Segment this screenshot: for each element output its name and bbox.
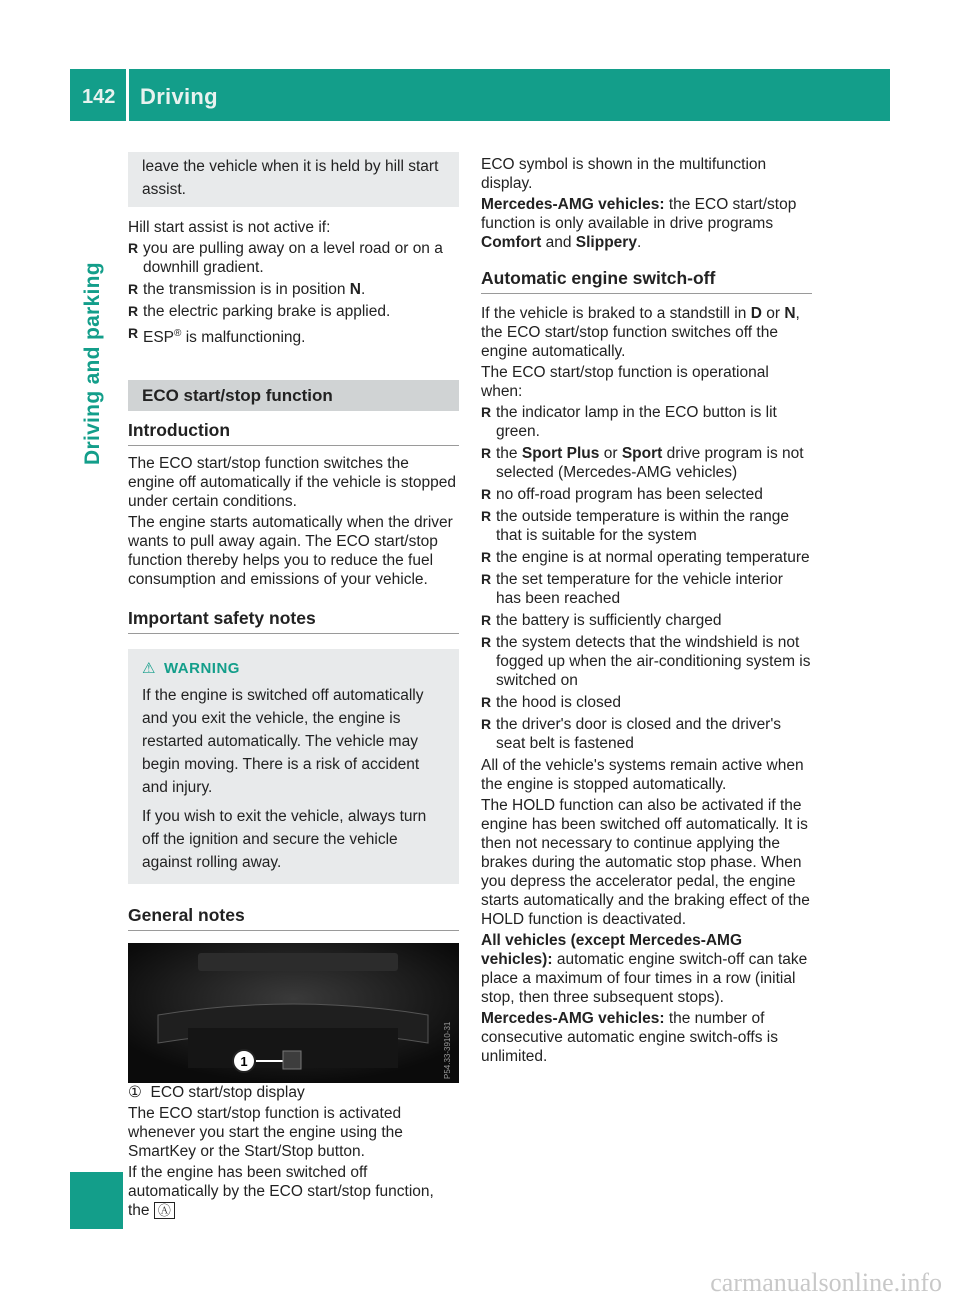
hill-start-note-box xyxy=(128,152,459,207)
page-number: 142 xyxy=(82,86,116,108)
bullet-icon: R xyxy=(481,716,492,732)
eco-display-figure xyxy=(128,943,459,1083)
all-vehicles-paragraph: All vehicles (except Mercedes-AMG vehicles): automatic engine switch-off can take place a maximum of four times in a row (initial stop, then three subsequent stops). xyxy=(481,932,808,1006)
warning-box xyxy=(128,649,459,884)
amg-switchoff-paragraph: Mercedes-AMG vehicles: the number of consecutive automatic engine switch-offs is unlimited. xyxy=(481,1010,778,1065)
figure-code: P54.33-3910-31 xyxy=(443,1021,452,1080)
eco-symbol-continuation: ECO symbol is shown in the multifunction display. xyxy=(481,156,767,192)
bullet-icon: R xyxy=(481,571,492,587)
bullet-icon: R xyxy=(481,634,492,650)
intro-paragraph-1: The ECO start/stop function switches the engine off automatically if the vehicle is stopped under certain conditions. xyxy=(128,455,456,511)
bullet-icon: R xyxy=(481,694,492,710)
list-item: R the transmission is in position N. xyxy=(128,281,366,298)
introduction-heading: Introduction xyxy=(128,421,459,446)
bullet-icon: R xyxy=(128,281,139,297)
eco-indicator-icon xyxy=(283,1051,301,1069)
list-item: R the hood is closed xyxy=(481,694,621,711)
safety-heading: Important safety notes xyxy=(128,609,459,634)
header-separator xyxy=(126,69,129,121)
systems-active-paragraph: All of the vehicle's systems remain active when the engine is stopped automatically. xyxy=(481,757,804,793)
left-column xyxy=(128,152,459,1222)
section-title-bar xyxy=(128,380,459,411)
warning-paragraph-2: If you wish to exit the vehicle, always turn off the ignition and secure the vehicle against rolling away. xyxy=(142,808,427,872)
chapter-title: Driving xyxy=(140,84,218,109)
auto-paragraph-1: If the vehicle is braked to a standstill in D or N, the ECO start/stop function switches off the engine automatically. xyxy=(481,305,800,360)
figure-callout-number: 1 xyxy=(240,1054,248,1070)
eco-display-illustration xyxy=(128,943,459,1083)
amg-note: Mercedes-AMG vehicles: the ECO start/stop function is only available in drive programs Comfort and Slippery. xyxy=(481,196,797,251)
bullet-icon: R xyxy=(481,445,492,461)
list-item: R the electric parking brake is applied. xyxy=(128,303,391,320)
eco-symbol-icon: Ⓐ xyxy=(154,1202,175,1219)
right-column xyxy=(481,155,812,1068)
warning-title: WARNING xyxy=(163,660,240,678)
list-item: R the system detects that the windshield is not fogged up when the air-conditioning system is switched on xyxy=(481,634,811,689)
auto-paragraph-2: The ECO start/stop function is operational when: xyxy=(481,364,769,400)
eco-section-title: ECO start/stop function xyxy=(142,386,333,406)
warning-header xyxy=(142,657,445,680)
bullet-icon: R xyxy=(128,240,139,256)
footer-watermark: carmanualsonline.info xyxy=(710,1268,942,1297)
general-notes-heading: General notes xyxy=(128,906,459,931)
general-paragraph-2: If the engine has been switched off automatically by the ECO start/stop function, the Ⓐ xyxy=(128,1164,434,1220)
list-item: R no off-road program has been selected xyxy=(481,486,763,503)
hill-intro: Hill start assist is not active if: xyxy=(128,219,331,236)
list-item: R ESP® is malfunctioning. xyxy=(128,325,306,347)
hold-paragraph: The HOLD function can also be activated if the engine has been switched off automatically. It is then not necessary to continue applying the brakes during the automatic stop phase. When you depress the accelerator pedal, the engine starts automatically and the braking effect of the HOLD function is deactivated. xyxy=(481,797,810,928)
bullet-icon: R xyxy=(128,303,139,319)
hill-start-note-text: leave the vehicle when it is held by hill start assist. xyxy=(142,158,439,198)
auto-switch-off-heading: Automatic engine switch-off xyxy=(481,269,812,294)
list-item: R the battery is sufficiently charged xyxy=(481,612,722,629)
list-item: R the engine is at normal operating temperature xyxy=(481,549,810,566)
bullet-icon: R xyxy=(481,486,492,502)
side-tab-marker xyxy=(70,1172,123,1229)
list-item: R the set temperature for the vehicle interior has been reached xyxy=(481,571,783,607)
side-section-label: Driving and parking xyxy=(81,262,104,465)
gear-n: N xyxy=(349,281,361,298)
bullet-icon: R xyxy=(128,325,139,341)
caption-marker: ① xyxy=(128,1084,142,1102)
list-item: R the driver's door is closed and the driver's seat belt is fastened xyxy=(481,716,782,752)
general-paragraph-1: The ECO start/stop function is activated whenever you start the engine using the SmartKey or the Start/Stop button. xyxy=(128,1105,403,1161)
bullet-icon: R xyxy=(481,612,492,628)
hill-conditions-list xyxy=(128,239,459,347)
list-item: R the Sport Plus or Sport drive program is not selected (Mercedes-AMG vehicles) xyxy=(481,445,804,481)
list-item: R the outside temperature is within the range that is suitable for the system xyxy=(481,508,789,544)
bullet-icon: R xyxy=(481,404,492,420)
bullet-icon: R xyxy=(481,549,492,565)
bullet-icon: R xyxy=(481,508,492,524)
intro-paragraph-2: The engine starts automatically when the driver wants to pull away again. The ECO start/stop function thereby helps you to reduce the fuel consumption and emissions of your vehicle. xyxy=(128,514,453,589)
warning-triangle-icon: ⚠ xyxy=(142,660,156,678)
operational-conditions-list xyxy=(481,403,812,753)
warning-paragraph-1: If the engine is switched off automatically and you exit the vehicle, the engine is restarted automatically. The vehicle may begin moving. There is a risk of accident and injury. xyxy=(142,687,424,797)
list-item: R the indicator lamp in the ECO button is lit green. xyxy=(481,404,777,440)
figure-caption: ① ECO start/stop display xyxy=(128,1084,305,1102)
list-item: R you are pulling away on a level road or on a downhill gradient. xyxy=(128,240,443,276)
